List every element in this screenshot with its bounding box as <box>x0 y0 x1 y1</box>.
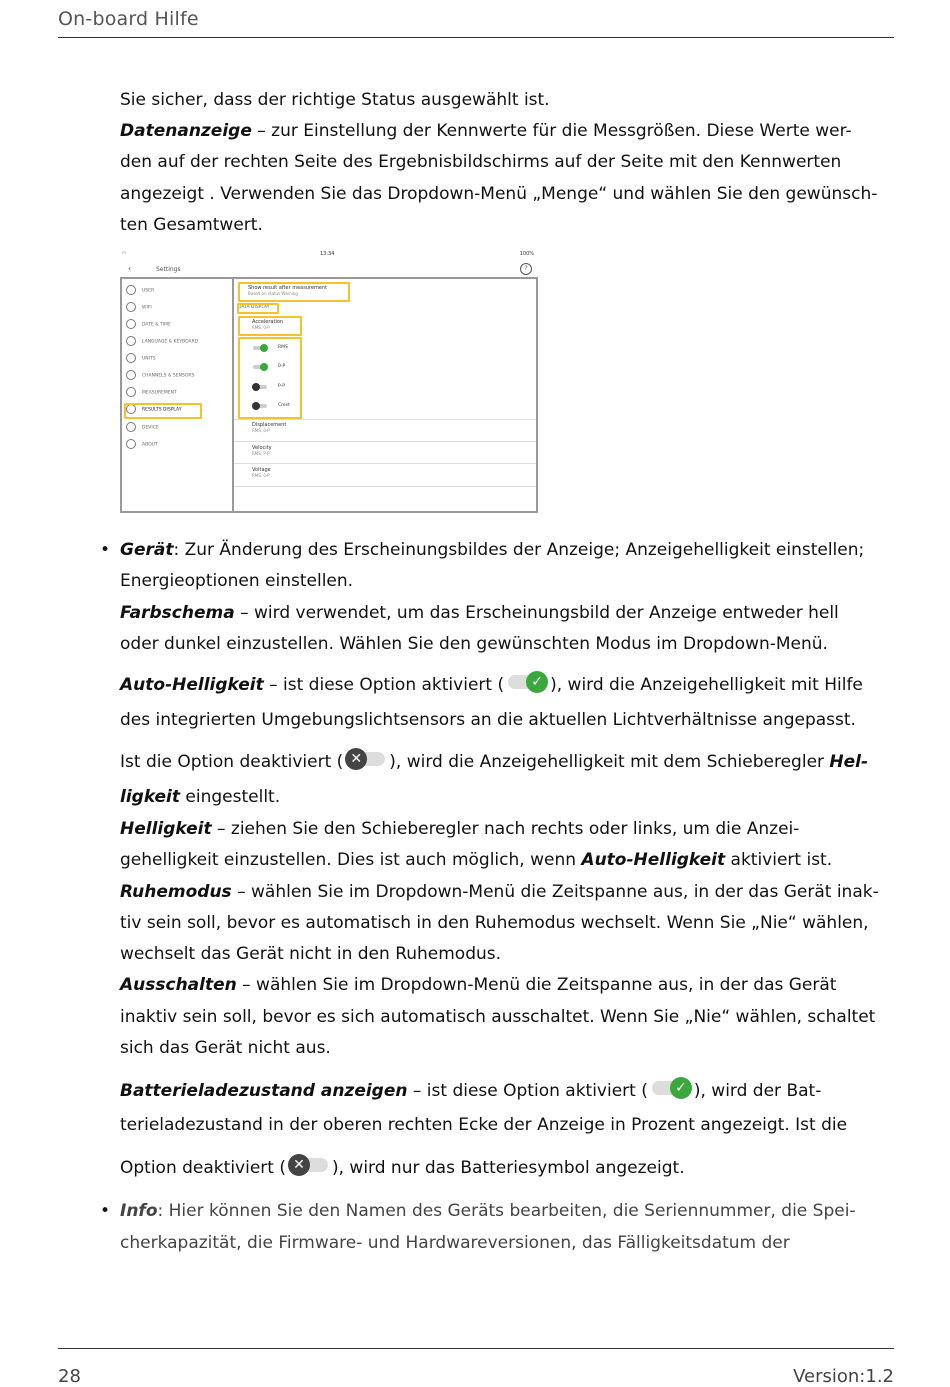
info-line-1: Info: Hier können Sie den Namen des Geräts bearbeiten, die Seriennummer, die Spei- <box>120 1201 856 1221</box>
voltage-row[interactable]: Voltage RMS, 0-P <box>252 467 271 478</box>
page-number: 28 <box>58 1366 81 1387</box>
geraet-line-12: tiv sein soll, bevor es automatisch in den Ruhemodus wechselt. Wenn Sie „Nie“ wählen, <box>120 913 869 933</box>
geraet-line-10: gehelligkeit einzustellen. Dies ist auch möglich, wenn Auto-Helligkeit aktiviert ist. <box>120 850 833 870</box>
settings-titlebar <box>120 261 538 278</box>
geraet-line-8: ligkeit eingestellt. <box>120 787 281 807</box>
term-helligkeit-split: Hel- <box>829 752 869 772</box>
sidebar-item-device[interactable]: DEVICE <box>126 422 159 434</box>
toggle-pp[interactable] <box>252 383 268 391</box>
clock: 13:34 <box>320 251 335 257</box>
term-geraet: Gerät <box>120 540 174 560</box>
info-icon <box>126 439 136 449</box>
highlight-data-display <box>237 303 279 314</box>
bullet-info: • <box>100 1201 111 1221</box>
wifi-icon <box>126 302 136 312</box>
geraet-line-3: Farbschema – wird verwendet, um das Erscheinungsbild der Anzeige entweder hell <box>120 603 839 623</box>
toggle-off-icon: ✕ <box>288 1154 330 1176</box>
header-rule <box>58 37 894 38</box>
wifi-icon: ◠ <box>122 251 127 257</box>
sidebar-item-date-time[interactable]: DATE & TIME <box>126 319 171 331</box>
term-auto-helligkeit: Auto-Helligkeit <box>120 675 264 695</box>
toggle-on-icon: ✓ <box>506 671 548 693</box>
sidebar-item-user[interactable]: USER <box>126 285 154 297</box>
toggle-0p[interactable] <box>252 363 268 371</box>
geraet-line-14: Ausschalten – wählen Sie im Dropdown-Menü die Zeitspanne aus, in der das Gerät <box>120 975 837 995</box>
geraet-line-5: Auto-Helligkeit – ist diese Option aktiviert ( ✓ ), wird die Anzeigehelligkeit mit Hilfe <box>120 671 863 697</box>
term-ausschalten: Ausschalten <box>120 975 237 995</box>
sidebar-item-about[interactable]: ABOUT <box>126 439 158 451</box>
bullet-geraet: • <box>100 540 111 560</box>
sidebar-item-language[interactable]: LANGUAGE & KEYBOARD <box>126 336 198 348</box>
back-chevron-icon[interactable]: ‹ <box>128 264 132 273</box>
version-label: Version:1.2 <box>793 1366 894 1387</box>
measurement-icon <box>126 387 136 397</box>
term-batterieladezustand: Batterieladezustand anzeigen <box>120 1081 408 1101</box>
info-line-2: cherkapazität, die Firmware- und Hardwareversionen, das Fälligkeitsdatum der <box>120 1233 790 1253</box>
settings-sidebar <box>122 279 234 511</box>
sidebar-item-channels[interactable]: CHANNELS & SENSORS <box>126 370 194 382</box>
running-header: On-board Hilfe <box>58 8 199 30</box>
term-farbschema: Farbschema <box>120 603 235 623</box>
clock-icon <box>126 319 136 329</box>
term-helligkeit: Helligkeit <box>120 819 212 839</box>
battery-label: 100% <box>519 251 534 257</box>
sidebar-item-results-display[interactable]: RESULTS DISPLAY <box>126 404 182 416</box>
settings-title: Settings <box>156 266 181 273</box>
intro-line-1: Sie sicher, dass der richtige Status ausgewählt ist. <box>120 90 550 110</box>
show-result-row[interactable]: Show result after measurement Based on status Warning <box>248 285 328 296</box>
ruler-icon <box>126 353 136 363</box>
settings-frame <box>120 277 538 513</box>
toggle-label-pp: P-P <box>278 384 285 389</box>
term-ruhemodus: Ruhemodus <box>120 882 232 902</box>
intro-line-3: den auf der rechten Seite des Ergebnisbildschirms auf der Seite mit den Kennwerten <box>120 152 842 172</box>
geraet-line-11: Ruhemodus – wählen Sie im Dropdown-Menü die Zeitspanne aus, in der das Gerät inak- <box>120 882 879 902</box>
geraet-line-17: Batterieladezustand anzeigen – ist diese Option aktiviert ( ✓ ), wird der Bat- <box>120 1077 821 1103</box>
toggle-crest[interactable] <box>252 402 268 410</box>
geraet-line-13: wechselt das Gerät nicht in den Ruhemodus. <box>120 944 502 964</box>
intro-line-2: Datenanzeige – zur Einstellung der Kennwerte für die Messgrößen. Diese Werte wer- <box>120 121 852 141</box>
geraet-line-16: sich das Gerät nicht aus. <box>120 1038 331 1058</box>
geraet-line-9: Helligkeit – ziehen Sie den Schieberegler nach rechts oder links, um die Anzei- <box>120 819 800 839</box>
geraet-line-19: Option deaktiviert ( ✕ ), wird nur das Batteriesymbol angezeigt. <box>120 1154 685 1180</box>
toggle-label-crest: Crest <box>278 403 290 408</box>
acceleration-row[interactable]: Acceleration RMS, 0-P <box>252 319 284 330</box>
geraet-line-2: Energieoptionen einstellen. <box>120 571 354 591</box>
geraet-line-7: Ist die Option deaktiviert ( ✕ ), wird die Anzeigehelligkeit mit dem Schieberegler Hel- <box>120 748 868 774</box>
term-info: Info <box>120 1201 158 1221</box>
toggle-rms[interactable] <box>252 344 268 352</box>
sidebar-item-measurement[interactable]: MEASUREMENT <box>126 387 177 399</box>
sensor-icon <box>126 370 136 380</box>
help-icon[interactable]: ? <box>520 263 532 275</box>
sidebar-item-wifi[interactable]: WIFI <box>126 302 152 314</box>
status-bar <box>120 250 538 260</box>
toggle-label-rms: RMS <box>278 345 288 350</box>
highlight-results-display <box>124 403 202 419</box>
sidebar-item-units[interactable]: UNITS <box>126 353 156 365</box>
data-display-heading: DATA DISPLAY <box>238 305 270 310</box>
toggle-on-icon: ✓ <box>650 1077 692 1099</box>
user-icon <box>126 285 136 295</box>
geraet-line-1: Gerät: Zur Änderung des Erscheinungsbildes der Anzeige; Anzeigehelligkeit einstellen; <box>120 540 865 560</box>
settings-screenshot <box>120 250 538 512</box>
term-datenanzeige: Datenanzeige <box>120 121 252 141</box>
settings-detail <box>234 279 536 511</box>
globe-icon <box>126 336 136 346</box>
geraet-line-6: des integrierten Umgebungslichtsensors an die aktuellen Lichtverhältnisse angepasst. <box>120 710 856 730</box>
displacement-row[interactable]: Displacement RMS, 0-P <box>252 422 287 433</box>
footer-rule <box>58 1348 894 1349</box>
intro-line-5: ten Gesamtwert. <box>120 215 263 235</box>
device-icon <box>126 422 136 432</box>
highlight-show-result <box>238 282 350 302</box>
geraet-line-4: oder dunkel einzustellen. Wählen Sie den gewünschten Modus im Dropdown-Menü. <box>120 634 828 654</box>
toggle-off-icon: ✕ <box>345 748 387 770</box>
velocity-row[interactable]: Velocity RMS, P-P <box>252 445 272 456</box>
toggle-label-0p: 0-P <box>278 364 286 369</box>
highlight-acceleration <box>238 316 302 336</box>
intro-line-4: angezeigt . Verwenden Sie das Dropdown-Menü „Menge“ und wählen Sie den gewünsch- <box>120 184 878 204</box>
geraet-line-18: terieladezustand in der oberen rechten Ecke der Anzeige in Prozent angezeigt. Ist die <box>120 1115 848 1135</box>
geraet-line-15: inaktiv sein soll, bevor es sich automatisch ausschaltet. Wenn Sie „Nie“ wählen, schaltet <box>120 1007 876 1027</box>
